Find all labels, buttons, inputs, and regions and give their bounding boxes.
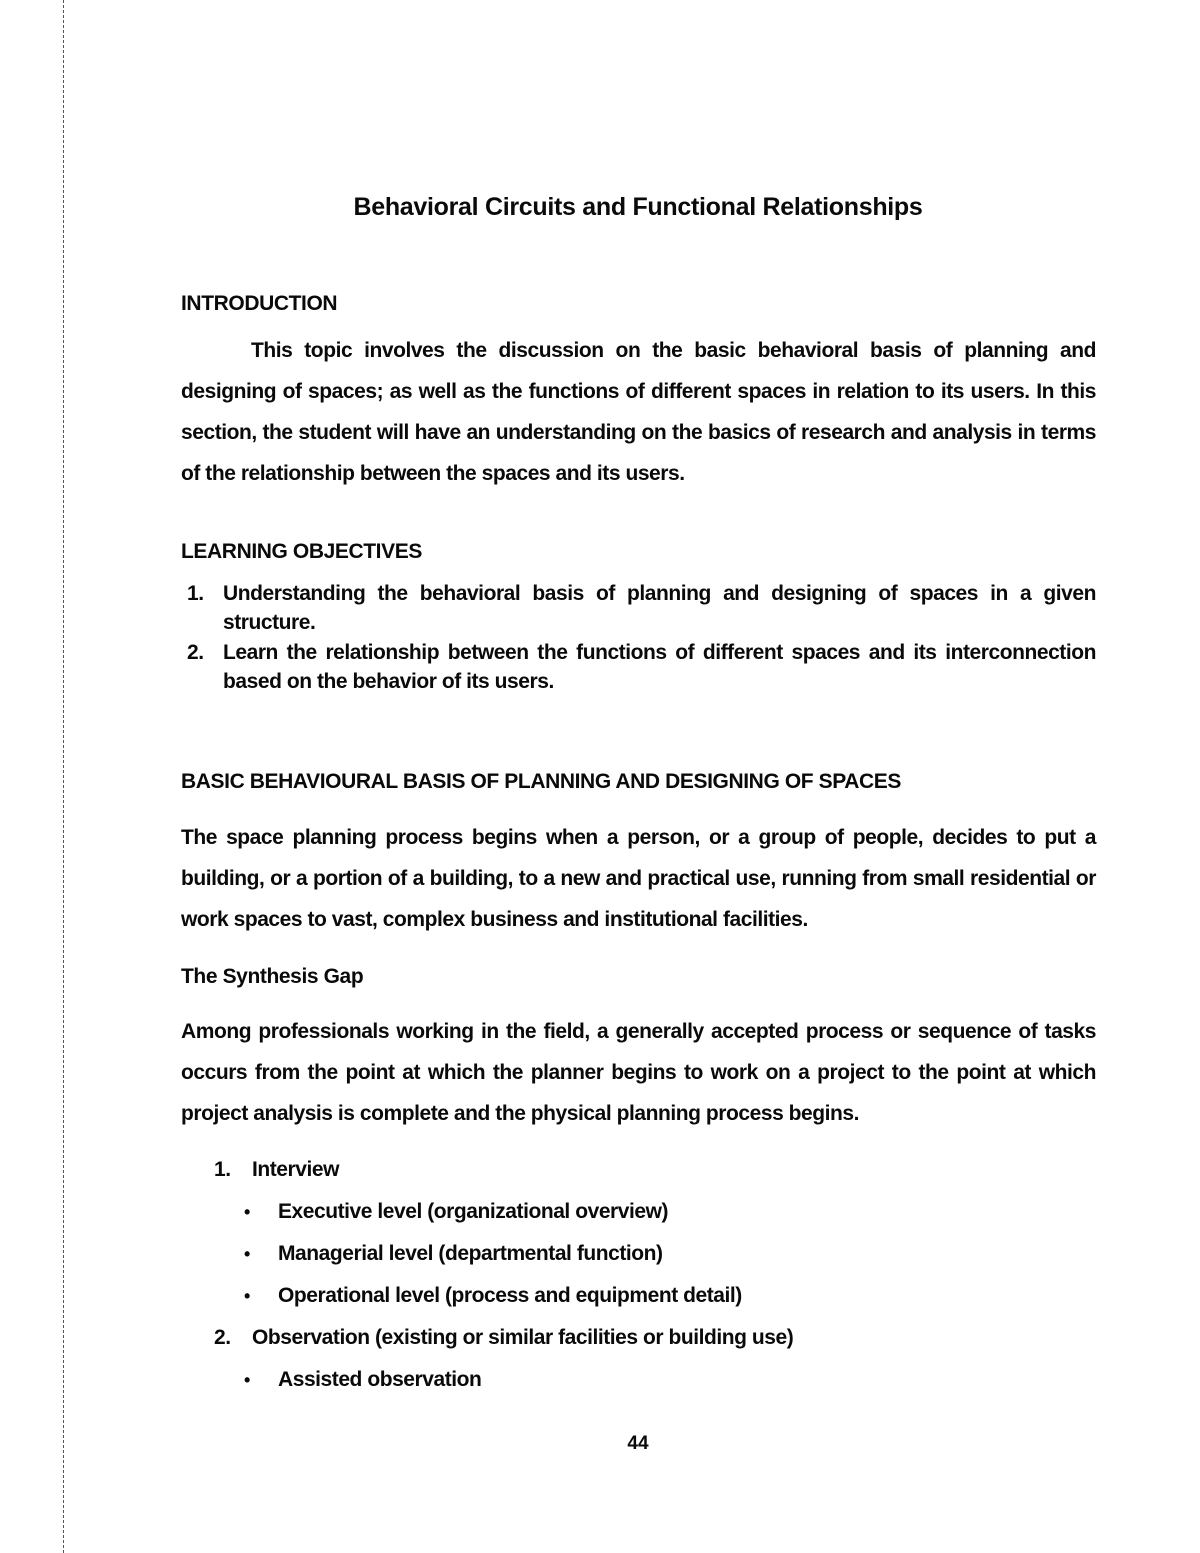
task-list [214,1152,793,1404]
synthesis-gap-heading: The Synthesis Gap [181,965,364,988]
list-item-text: Learn the relationship between the functions of different spaces and its interconnection based on the behavior of its users. [223,641,1096,693]
list-item-text: Assisted observation [278,1368,482,1391]
basic-basis-heading: BASIC BEHAVIOURAL BASIS OF PLANNING AND DESIGNING OF SPACES [181,770,902,793]
list-item [181,579,1096,637]
basic-basis-paragraph: The space planning process begins when a person, or a group of people, decides to put a building, or a portion of a building, to a new and practical use, running from small residential or work spaces to vast, complex business and institutional facilities. [181,826,1096,931]
sub-list-item [214,1278,793,1320]
page-title: Behavioral Circuits and Functional Relationships [353,193,923,221]
bullet-icon: • [244,1202,250,1222]
bullet-icon: • [244,1244,250,1264]
list-item-text: Observation (existing or similar facilities or building use) [252,1326,794,1349]
list-item-text: Executive level (organizational overview) [278,1200,669,1223]
learning-objectives-list [181,579,1096,696]
list-item-text: Managerial level (departmental function) [278,1242,663,1265]
list-item-number: 1. [187,582,204,605]
bullet-icon: • [244,1370,250,1390]
list-item [214,1152,793,1194]
list-item-number: 1. [214,1158,231,1181]
list-item-number: 2. [187,641,204,664]
page-number: 44 [627,1433,649,1454]
introduction-heading: INTRODUCTION [181,292,338,315]
sub-list-item [214,1362,793,1404]
sub-list-item [214,1194,793,1236]
list-item-text: Interview [252,1158,339,1181]
list-item-text: Operational level (process and equipment detail) [278,1284,742,1307]
list-item [214,1320,793,1362]
list-item [181,638,1096,696]
introduction-paragraph: This topic involves the discussion on the basic behavioral basis of planning and designing of spaces; as well as the functions of different spaces in relation to its users. In this section, the student will have an understanding on the basics of research and analysis in terms of the relationship between the spaces and its users. [181,339,1096,485]
learning-objectives-heading: LEARNING OBJECTIVES [181,540,422,563]
synthesis-gap-paragraph: Among professionals working in the field, a generally accepted process or sequence of tasks occurs from the point at which the planner begins to work on a project to the point at which project analysis is complete and the physical planning process begins. [181,1020,1096,1125]
list-item-text: Understanding the behavioral basis of planning and designing of spaces in a given structure. [223,582,1096,634]
bullet-icon: • [244,1286,250,1306]
binding-margin-line [63,0,64,1553]
sub-list-item [214,1236,793,1278]
list-item-number: 2. [214,1326,231,1349]
